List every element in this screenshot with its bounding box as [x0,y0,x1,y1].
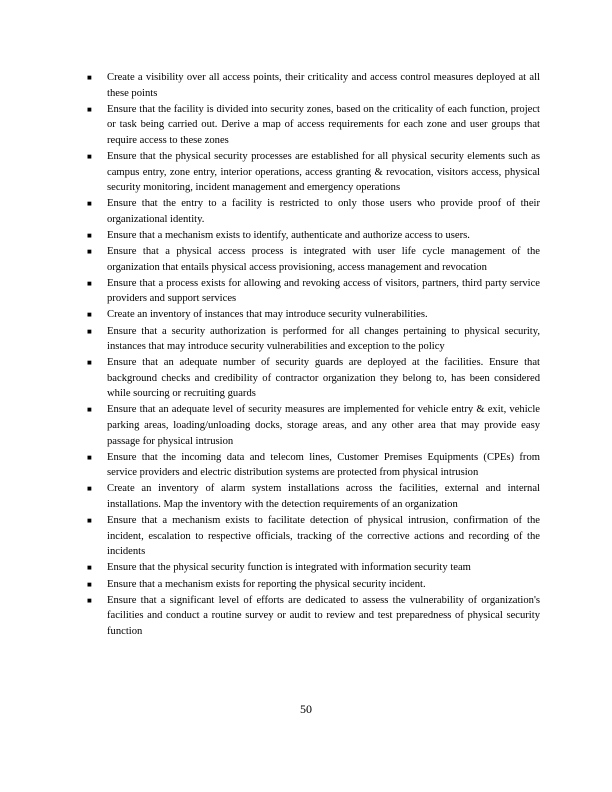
bullet-square-icon: ■ [87,563,92,573]
list-item-text: Ensure that the entry to a facility is restricted to only those users who provide proof of their organizational identity. [107,198,540,225]
list-item-text: Ensure that the physical security function is integrated with information security team [107,562,471,574]
list-item-text: Ensure that a mechanism exists for reporting the physical security incident. [107,578,426,590]
list-item [87,560,540,576]
list-item [87,276,540,307]
list-item-text: Create an inventory of instances that may introduce security vulnerabilities. [107,309,428,321]
bullet-square-icon: ■ [87,452,92,462]
bullet-square-icon: ■ [87,516,92,526]
list-item-text: Ensure that the incoming data and telecom lines, Customer Premises Equipments (CPEs) from service providers and electric distribution systems are protected from physical intrusion [107,451,540,479]
bullet-list [87,70,540,640]
bullet-square-icon: ■ [87,326,92,336]
list-item-text: Ensure that an adequate level of security measures are implemented for vehicle entry & exit, vehicle parking areas, loading/unloading docks, storage areas, and any other area that may provide easy passage for physical intrusion [107,404,540,447]
list-item [87,593,540,640]
list-item-text: Ensure that a mechanism exists to identify, authenticate and authorize access to users. [107,229,470,241]
list-item [87,324,540,355]
list-item-text: Ensure that a security authorization is performed for all changes pertaining to physical security, instances that may introduce security vulnerabilities and exception to the policy [107,325,540,353]
bullet-square-icon: ■ [87,151,92,161]
bullet-square-icon: ■ [87,199,92,209]
list-item [87,513,540,560]
bullet-square-icon: ■ [87,104,92,114]
list-item [87,481,540,512]
page-number: 50 [300,702,312,716]
list-item [87,228,540,244]
list-item-text: Create a visibility over all access points, their criticality and access control measures deployed at all these points [107,72,540,99]
bullet-square-icon: ■ [87,484,92,494]
list-item [87,102,540,149]
list-item [87,355,540,402]
list-item-text: Create an inventory of alarm system installations across the facilities, external and internal installations. Map the inventory with the detection requirements of an organization [107,483,540,511]
list-item [87,196,540,227]
bullet-square-icon: ■ [87,358,92,368]
bullet-square-icon: ■ [87,405,92,415]
list-item [87,450,540,481]
list-item-text: Ensure that a physical access process is integrated with user life cycle management of the organization that entails physical access provisioning, access management and revocation [107,246,540,273]
list-item-text: Ensure that a significant level of efforts are dedicated to assess the vulnerability of organization's facilities and conduct a routine survey or audit to review and test preparedness of physical security function [107,594,540,637]
list-item [87,307,540,323]
bullet-square-icon: ■ [87,278,92,288]
list-item-text: Ensure that a mechanism exists to facilitate detection of physical intrusion, confirmation of the incident, escalation to respective officials, tracking of the corrective actions and recording of the incidents [107,515,540,558]
bullet-square-icon: ■ [87,595,92,605]
bullet-square-icon: ■ [87,310,92,320]
list-item-text: Ensure that a process exists for allowing and revoking access of visitors, partners, third party service providers and support services [107,277,540,305]
list-item [87,402,540,449]
list-item-text: Ensure that the physical security processes are established for all physical security elements such as campus entry, zone entry, interior operations, access granting & revocation, visitors access, physical security monitoring, incident management and emergency operations [107,150,540,194]
list-item-text: Ensure that an adequate number of security guards are deployed at the facilities. Ensure that background checks and credibility of contractor organization they belong to, has been considered while sourcing or recruiting guards [107,357,540,400]
list-item [87,577,540,593]
bullet-square-icon: ■ [87,73,92,82]
bullet-square-icon: ■ [87,247,92,257]
list-item [87,149,540,196]
list-item-text: Ensure that the facility is divided into security zones, based on the criticality of each function, project or task being carried out. Derive a map of access requirements for each zone and user groups that require access to these zones [107,103,540,146]
bullet-square-icon: ■ [87,579,92,589]
list-item [87,244,540,275]
list-item [87,70,540,101]
bullet-square-icon: ■ [87,230,92,240]
